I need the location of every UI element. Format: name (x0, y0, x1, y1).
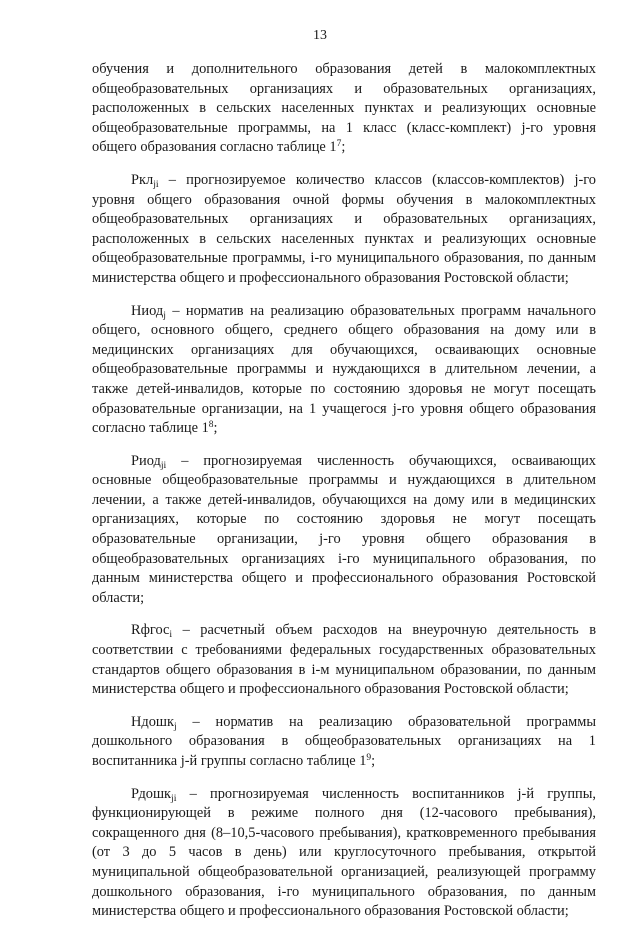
paragraph-text: обучения и дополнительного образования детей в малокомплектных общеобразовательных организациях и образовательных организациях, расположенных в сельских населенных пунктах и реализующих основные общеобразовательные программы, на 1 класс (класс-комплект) j-го уровня общего образования согласно таблице 1 (92, 61, 596, 156)
paragraph-p4 (92, 621, 596, 699)
footnote-ref: 9 (366, 752, 372, 763)
paragraph-p2 (92, 302, 596, 439)
paragraph-text: – норматив на реализацию образовательных программ начального общего, основного общего, среднего общего образования на дому или в медицинских организациях для обучающихся, осваивающих основные общеобразовательные программы и нуждающихся в длительном лечении, а также детей-инвалидов, которые по состоянию здоровья не могут посещать образовательные организации, на 1 учащегося j-го уровня общего образования согласно таблице 1 (92, 302, 596, 437)
paragraph-text: Rфгос (131, 622, 170, 639)
paragraph-text: – расчетный объем расходов на внеурочную деятельность в соответствии с требованиями федеральных государственных образовательных стандартов общего образования в i-м муниципальном образовании, по данным министерства общего и профессионального образования Ростовской области; (92, 622, 596, 698)
subscript-index: ji (171, 792, 177, 804)
paragraph-text: Ркл (131, 171, 154, 188)
paragraph-text: ; (341, 139, 346, 156)
page-number: 13 (313, 28, 327, 43)
subscript-index: i (169, 629, 173, 641)
paragraph-p5 (92, 713, 596, 772)
page-body (92, 60, 596, 935)
paragraph-p6 (92, 785, 596, 922)
subscript-index: j (173, 720, 177, 732)
paragraph-text: Риод (131, 452, 161, 469)
paragraph-text: ; (213, 420, 218, 437)
subscript-index: ji (153, 178, 159, 190)
paragraph-text: Ниод (131, 302, 164, 319)
paragraph-text: ; (371, 753, 376, 769)
paragraph-text: – норматив на реализацию образовательной программы дошкольного образования в общеобразовательных организациях на 1 воспитанника j-й группы согласно таблице 1 (92, 713, 596, 769)
paragraph-text: Ндошк (131, 713, 174, 730)
paragraph-text: Рдошк (131, 785, 172, 802)
paragraph-text: – прогнозируемая численность обучающихся, осваивающих основные общеобразовательные программы и нуждающихся в длительном лечении, а также детей-инвалидов, обучающихся на дому или в медицинских организациях, которые по состоянию здоровья не могут посещать образовательные организации, j-го уровня общего образования в общеобразовательных организациях i-го муниципального образования, по данным министерства общего и профессионального образования Ростовской области; (92, 452, 596, 606)
subscript-index: j (163, 309, 166, 321)
paragraph-text: – прогнозируемая численность воспитанников j-й группы, функционирующей в режиме полного дня (12-часового пребывания), сокращенного дня (8–10,5-часового пребывания), кратковременного пребывания (от 3 до 5 часов в день) или круглосуточного пребывания, открытой муниципальной общеобразовательной организацией, реализующей программу дошкольного образования, i-го муниципального образования, по данным министерства общего и профессионального образования Ростовской области; (92, 785, 596, 920)
footnote-ref: 7 (336, 139, 342, 150)
footnote-ref: 8 (208, 419, 214, 430)
paragraph-p3 (92, 452, 596, 609)
paragraph-text: – прогнозируемое количество классов (классов-комплектов) j-го уровня общего образования очной формы обучения в малокомплектных общеобразовательных организациях и образовательных организациях, расположенных в сельских населенных пунктах и реализующих основные общеобразовательные программы, i-го муниципального образования, по данным министерства общего и профессионального образования Ростовской области; (92, 171, 596, 286)
subscript-index: ji (160, 459, 167, 471)
paragraph-p1 (92, 171, 596, 289)
paragraph-p0 (92, 60, 596, 158)
